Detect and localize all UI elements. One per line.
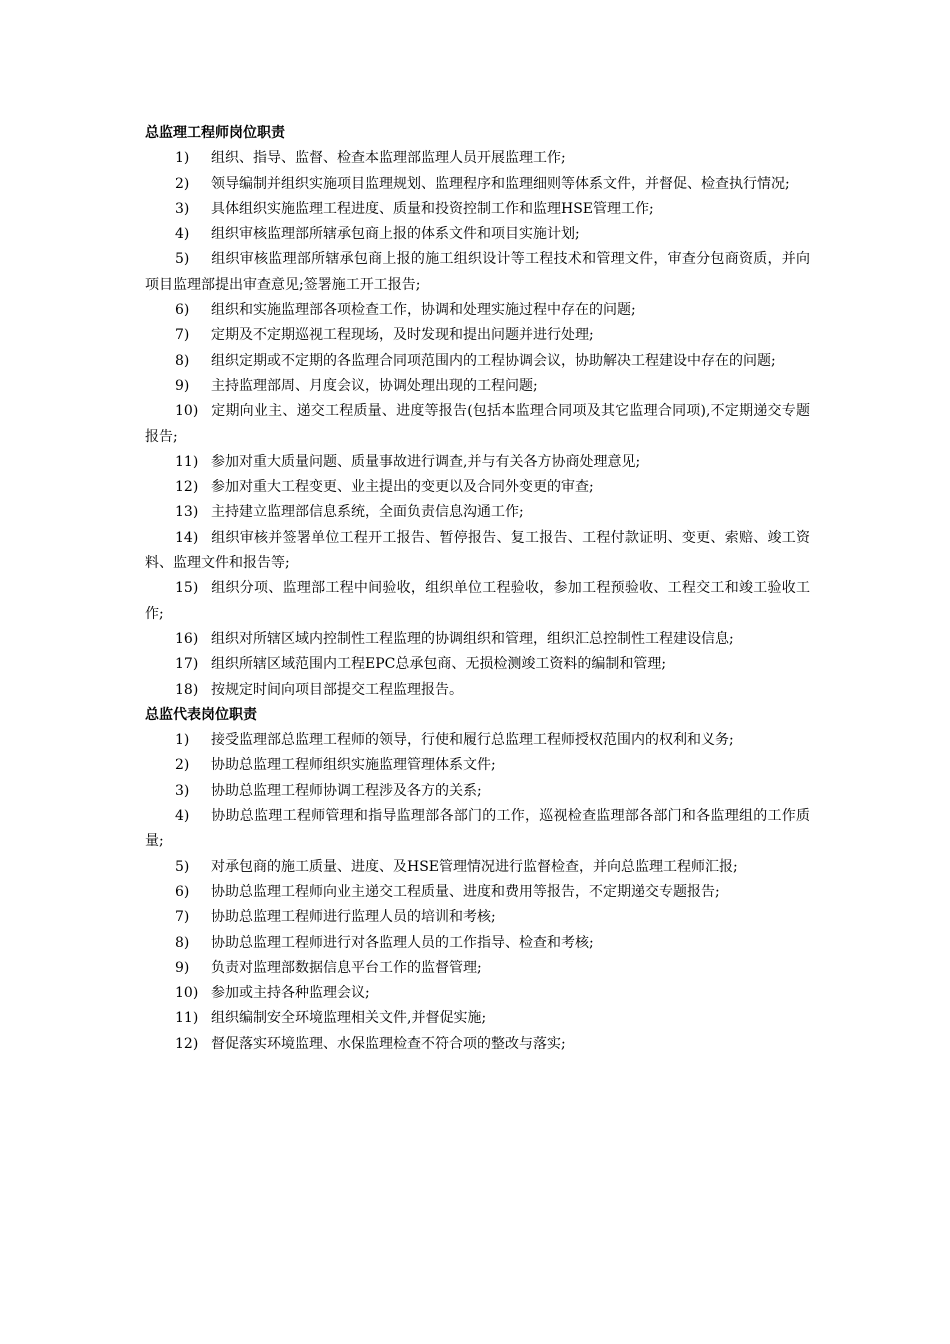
item-number: 7)	[175, 327, 190, 344]
duty-item	[145, 146, 810, 171]
duty-item	[145, 779, 810, 804]
item-text: 领导编制并组织实施项目监理规划、监理程序和监理细则等体系文件，并督促、检查执行情况;	[211, 175, 790, 192]
duty-item	[145, 956, 810, 981]
duty-list	[145, 146, 810, 703]
duty-item	[145, 880, 810, 905]
item-number: 4)	[175, 808, 190, 825]
duty-item	[145, 247, 810, 298]
item-text: 协助总监理工程师管理和指导监理部各部门的工作，巡视检查监理部各部门和各监理组的工作质量;	[145, 808, 810, 850]
item-text: 组织审核监理部所辖承包商上报的施工组织设计等工程技术和管理文件，审查分包商资质，并向项目监理部提出审查意见;签署施工开工报告;	[145, 251, 810, 293]
item-number: 6)	[175, 302, 190, 319]
item-text: 接受监理部总监理工程师的领导，行使和履行总监理工程师授权范围内的权利和义务;	[211, 732, 734, 749]
item-text: 具体组织实施监理工程进度、质量和投资控制工作和监理HSE管理工作;	[211, 200, 654, 217]
item-number: 3)	[175, 200, 190, 217]
item-number: 11)	[175, 1010, 199, 1027]
duty-item	[145, 981, 810, 1006]
item-text: 主持建立监理部信息系统，全面负责信息沟通工作;	[211, 504, 524, 521]
item-number: 14)	[175, 529, 199, 546]
duty-item	[145, 323, 810, 348]
item-text: 组织审核并签署单位工程开工报告、暂停报告、复工报告、工程付款证明、变更、索赔、竣工资料、监理文件和报告等;	[145, 529, 810, 572]
item-text: 协助总监理工程师进行监理人员的培训和考核;	[211, 909, 496, 926]
duty-item	[145, 450, 810, 475]
duty-item	[145, 197, 810, 222]
item-number: 16)	[175, 630, 199, 647]
section-title: 总监理工程师岗位职责	[145, 125, 285, 141]
item-number: 7)	[175, 909, 190, 926]
item-text: 组织定期或不定期的各监理合同项范围内的工程协调会议，协助解决工程建设中存在的问题;	[211, 352, 776, 369]
duty-item	[145, 172, 810, 197]
item-number: 4)	[175, 226, 190, 243]
item-text: 定期向业主、递交工程质量、进度等报告(包括本监理合同项及其它监理合同项),不定期递交专题报告;	[145, 403, 810, 445]
duty-item	[145, 526, 810, 577]
item-text: 协助总监理工程师协调工程涉及各方的关系;	[211, 782, 482, 799]
duty-item	[145, 931, 810, 956]
duty-item	[145, 475, 810, 500]
item-text: 负责对监理部数据信息平台工作的监督管理;	[211, 959, 482, 976]
duty-item	[145, 1032, 810, 1057]
item-text: 参加或主持各种监理会议;	[211, 985, 370, 1002]
document-page	[145, 121, 810, 1057]
duty-item	[145, 652, 810, 677]
duty-item	[145, 399, 810, 450]
duty-item	[145, 374, 810, 399]
item-number: 9)	[175, 959, 190, 976]
duty-item	[145, 728, 810, 753]
item-number: 1)	[175, 150, 190, 167]
duty-item	[145, 855, 810, 880]
item-number: 12)	[175, 479, 199, 496]
item-text: 协助总监理工程师向业主递交工程质量、进度和费用等报告，不定期递交专题报告;	[211, 883, 720, 900]
duty-item	[145, 905, 810, 930]
item-text: 参加对重大工程变更、业主提出的变更以及合同外变更的审查;	[211, 479, 594, 496]
item-text: 督促落实环境监理、水保监理检查不符合项的整改与落实;	[211, 1035, 566, 1052]
duty-item	[145, 349, 810, 374]
section-deputy	[145, 703, 810, 1057]
item-number: 2)	[175, 175, 190, 192]
duty-item	[145, 298, 810, 323]
duty-item	[145, 576, 810, 627]
item-text: 组织所辖区域范围内工程EPC总承包商、无损检测竣工资料的编制和管理;	[211, 656, 667, 673]
item-text: 按规定时间向项目部提交工程监理报告。	[211, 681, 463, 698]
item-number: 10)	[175, 403, 199, 420]
item-text: 对承包商的施工质量、进度、及HSE管理情况进行监督检查，并向总监理工程师汇报;	[211, 858, 738, 875]
section-title: 总监代表岗位职责	[145, 706, 257, 723]
item-number: 9)	[175, 377, 190, 394]
duty-item	[145, 753, 810, 778]
section-director	[145, 121, 810, 703]
item-text: 组织、指导、监督、检查本监理部监理人员开展监理工作;	[211, 150, 566, 167]
item-number: 8)	[175, 352, 190, 369]
duty-item	[145, 627, 810, 652]
item-text: 组织分项、监理部工程中间验收，组织单位工程验收，参加工程预验收、工程交工和竣工验收工作;	[145, 580, 810, 622]
item-number: 8)	[175, 934, 190, 951]
duty-item	[145, 678, 810, 703]
item-number: 10)	[175, 985, 199, 1002]
item-number: 5)	[175, 858, 190, 875]
item-number: 15)	[175, 580, 199, 597]
item-text: 组织审核监理部所辖承包商上报的体系文件和项目实施计划;	[211, 226, 580, 243]
item-number: 3)	[175, 782, 190, 799]
duty-item	[145, 500, 810, 525]
item-number: 1)	[175, 732, 190, 749]
item-number: 5)	[175, 251, 190, 268]
duty-item	[145, 804, 810, 855]
duty-item	[145, 222, 810, 247]
item-text: 协助总监理工程师组织实施监理管理体系文件;	[211, 757, 496, 774]
item-number: 17)	[175, 656, 199, 673]
item-number: 13)	[175, 504, 199, 521]
item-text: 主持监理部周、月度会议，协调处理出现的工程问题;	[211, 377, 538, 394]
item-text: 参加对重大质量问题、质量事故进行调查,并与有关各方协商处理意见;	[211, 453, 641, 470]
item-text: 定期及不定期巡视工程现场，及时发现和提出问题并进行处理;	[211, 327, 594, 344]
item-number: 11)	[175, 453, 199, 470]
item-text: 组织和实施监理部各项检查工作，协调和处理实施过程中存在的问题;	[211, 302, 636, 319]
item-number: 18)	[175, 681, 199, 698]
duty-list	[145, 728, 810, 1057]
item-text: 协助总监理工程师进行对各监理人员的工作指导、检查和考核;	[211, 934, 594, 951]
item-number: 2)	[175, 757, 190, 774]
item-number: 12)	[175, 1035, 199, 1052]
item-text: 组织对所辖区域内控制性工程监理的协调组织和管理，组织汇总控制性工程建设信息;	[211, 630, 734, 647]
item-number: 6)	[175, 883, 190, 900]
duty-item	[145, 1006, 810, 1031]
item-text: 组织编制安全环境监理相关文件,并督促实施;	[211, 1010, 487, 1027]
